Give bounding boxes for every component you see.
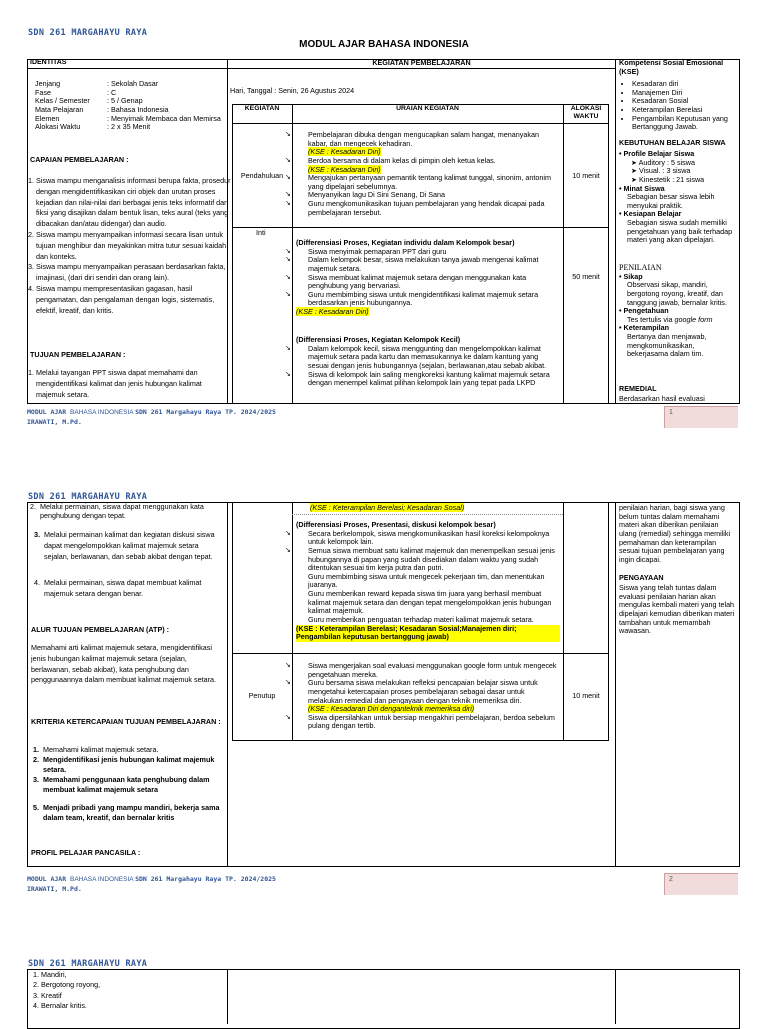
identitas-block — [35, 80, 225, 132]
capaian-item: 2. Siswa mampu menyampaikan informasi secara lisan untuk tujuan menghibur dan meyakinkan mitra tutur sesuai kaidah dan konteks. — [36, 230, 232, 262]
capaian-header: CAPAIAN PEMBELAJARAN : — [30, 155, 129, 164]
identitas-value: : Bahasa Indonesia — [107, 104, 169, 114]
pendahuluan-activities: Pembelajaran dibuka dengan mengucapkan salam hangat, menanyakan kabar, dan mengecek kehadiran. (KSE : Kesadaran Diri) Berdoa bersama di dalam kelas di pimpin oleh ketua kelas. (KSE : Kesadaran Diri) Mengajukan pertanyaan pemantik tentang kalimat tunggal, sinonim, antonim yang dipelajari sebelumnya. Menyanyikan lagu Di Sini Senang, Di Sana Guru mengkomunikasikan tujuan pembelajaran yang hendak dicapai pada pembelajaran tersebut. — [308, 130, 551, 217]
atp-header: ALUR TUJUAN PEMBELAJARAN (ATP) : — [31, 625, 170, 634]
identitas-value: : Sekolah Dasar — [107, 79, 159, 88]
atp-text: Memahami arti kalimat majemuk setara, mengidentifikasi jenis hubungan kalimat majemuk setara (sejalan, berlawanan, sebab akibat), kata penghubung dan penggunaannya dalam membuat kalimat majemuk setara. — [31, 643, 216, 685]
identitas-row — [35, 123, 225, 132]
identitas-key: Fase — [35, 87, 51, 97]
kse-item: • Manajemen Diri — [632, 89, 746, 98]
col-kegiatan: KEGIATAN — [244, 105, 280, 112]
inti-time: 50 menit — [572, 272, 600, 281]
profil-item: 2. Bergotong royong, — [33, 980, 101, 990]
diff3-block: (Differensiasi Proses, Presentasi, diskusi kelompok besar) Secara berkelompok, siswa mengkomunikasikan hasil koreksi kelompoknya untuk kelompok lain. Semua siswa membuat satu kalimat majemuk dan menempelkan sesuai jenis hubungannya di papan yang sudah disediakan dalam waktu yang sudah ditentukan sesuai tim kerja putra dan putri. Guru membimbing siswa untuk mengecek pekerjaan tim, dan menentukan juaranya. Guru memberikan reward kepada siswa tim juara yang berhasil membuat kalimat majemuk setara dan dengan tepat mengelompokkan jenis hubungan kalimat majemuk. Guru memberikan penguatan terhadap materi kalimat majemuk setara. (KSE : Keterampilan Berelasi; Kesadaran Sosial;Manajemen diri; Pengambilan keputusan bertanggung jawab) — [296, 521, 560, 642]
penilaian-block: PENILAIAN • Sikap Observasi sikap, mandiri, bergotong royong, kreatif, dan tanggung jawab, bernalar kritis. • Pengetahuan Tes tertulis via google form • Keterampilan Bertanya dan menjawab, mengkomunikasikan, bekerjasama dalam tim. — [619, 263, 727, 359]
school-header-2: SDN 261 MARGAHAYU RAYA — [28, 492, 148, 502]
tujuan-4: 4. Melalui permainan, siswa dapat membuat kalimat majemuk setara dengan benar. — [34, 578, 202, 598]
kse-header: Kompetensi Sosial Emosional (KSE) — [619, 58, 724, 76]
identitas-key: Jenjang — [35, 79, 61, 88]
kse-item: • Kesadaran Sosial — [632, 97, 746, 106]
identitas-key: Mata Pelajaran — [35, 104, 84, 114]
kriteria-item: 2. Mengidentifikasi jenis hubungan kalimat majemuk setara. — [33, 755, 215, 775]
kriteria-header: KRITERIA KETERCAPAIAN TUJUAN PEMBELAJARAN : — [31, 717, 221, 726]
profil-list — [33, 970, 100, 1012]
identitas-key: Kelas / Semester — [35, 96, 90, 106]
diff1-block: (Differensiasi Proses, Kegiatan individu dalam Kelompok besar) Siswa menyimak pemaparan PPT dari guru Dalam kelompok besar, siswa melakukan tanya jawab mengenai kalimat majemuk setara. Siswa membuat kalimat majemuk setara dengan menggunakan kata penghubung yang bervariasi. Guru membimbing siswa untuk mengidentifikasi kalimat majemuk setara berdasarkan jenis hubungannya. (KSE : Kesadaran Diri) — [296, 238, 539, 317]
inti-label: Inti — [256, 228, 266, 237]
tujuan-3: 3. Melalui permainan kalimat dan kegiatan diskusi siswa dapat mengelompokkan kalimat majemuk setara sejalan, berlawanan, dan sebab akibat dengan tepat. — [34, 530, 215, 561]
identitas-value: : 2 x 35 Menit — [107, 122, 151, 132]
identitas-row — [35, 80, 225, 89]
profil-item: 1. Mandiri, — [33, 970, 67, 979]
pendahuluan-label: Pendahuluan — [240, 171, 284, 180]
penutup-label: Penutup — [248, 691, 276, 700]
remedial-header: REMEDIAL — [619, 384, 657, 393]
footer-page1: MODUL AJAR BAHASA INDONESIA SDN 261 Margahayu Raya TP. 2024/2025 IRAWATI, M.Pd. — [27, 408, 276, 426]
kebutuhan-header: KEBUTUHAN BELAJAR SISWA — [619, 138, 726, 147]
pengayaan-header: PENGAYAAN — [619, 573, 664, 582]
school-header-3: SDN 261 MARGAHAYU RAYA — [28, 959, 148, 969]
capaian-item: 4. Siswa mampu mempresentasikan gagasan, hasil pengamatan, dan pengalaman dengan logis, sistematis, efektif, kreatif, dan kritis. — [36, 284, 232, 316]
kebutuhan-block: • Profile Belajar Siswa ➤ Auditory : 5 siswa ➤ Visual. : 3 siswa ➤ Kinestetik : 21 siswa • Minat Siswa Sebagian besar siswa lebih menyukai praktik. • Kesiapan Belajar Sebagian siswa sudah memiliki pengetahuan yang baik terhadap materi yang akan dipelajari. — [619, 149, 733, 245]
kriteria-item: 1. Memahami kalimat majemuk setara. — [33, 745, 159, 754]
document-title: MODUL AJAR BAHASA INDONESIA — [299, 39, 469, 50]
tujuan-header: TUJUAN PEMBELAJARAN : — [30, 350, 126, 359]
kse-top: (KSE : Keterampilan Berelasi; Kesadaran Sosal) — [310, 503, 465, 512]
profil-pancasila-header: PROFIL PELAJAR PANCASILA : — [31, 848, 141, 857]
kriteria-list — [33, 745, 223, 824]
pendahuluan-time: 10 menit — [572, 171, 600, 180]
pengayaan-text: Siswa yang telah tuntas dalam evaluasi penilaian harian akan mengulas kembali materi yang telah dipelajari kemudian diberikan materi tambahan untuk memambah wawasan. — [619, 583, 735, 636]
page-number-2: 2 — [664, 873, 738, 895]
tujuan-item: 1. Melalui tayangan PPT siswa dapat memahami dan mengidentifikasi kalimat dan jenis hubungan kalimat majemuk setara. — [36, 368, 232, 400]
col-alokasi: ALOKASI WAKTU — [570, 105, 602, 121]
identitas-key: Elemen — [35, 113, 60, 123]
remedial-text: Berdasarkan hasil evaluasi — [619, 394, 705, 403]
remedial-cont: penilaian harian, bagi siswa yang belum tuntas dalam memahami materi akan diberikan penilaian ulang (remedial) sehingga memiliki pemahaman dan keterampilan sesuai tujuan pembelajaran yang ingin dicapai. — [619, 503, 731, 564]
kse-item: • Keterampilan Berelasi — [632, 106, 746, 115]
tujuan-list — [24, 368, 232, 400]
kegiatan-header: KEGIATAN PEMBELAJARAN — [372, 58, 471, 67]
col-uraian: URAIAN KEGIATAN — [396, 105, 459, 112]
profil-item: 4. Bernalar kritis. — [33, 1001, 87, 1011]
tujuan-cont: 2. Melalui permainan, siswa dapat menggunakan kata penghubung dengan tepat. — [30, 502, 204, 520]
identitas-header: IDENTITAS — [30, 59, 67, 66]
identitas-key: Alokasi Waktu — [35, 122, 81, 132]
footer-page2: MODUL AJAR BAHASA INDONESIA SDN 261 Margahayu Raya TP. 2024/2025 IRAWATI, M.Pd. — [27, 875, 276, 893]
page-number-1: 1 — [664, 406, 738, 428]
kriteria-item: 3. Memahami penggunaan kata penghubung dalam membuat kalimat majemuk setara — [33, 775, 210, 795]
profil-item: 3. Kreatif — [33, 990, 62, 1000]
identitas-value: : 5 / Genap — [107, 96, 143, 106]
capaian-item: 3. Siswa mampu menyampaikan perasaan berdasarkan fakta, imajinasi, (dari diri sendiri dan orang lain). — [36, 262, 232, 284]
date-line: Hari, Tanggal : Senin, 26 Agustus 2024 — [230, 86, 355, 95]
diff2-block: (Differensiasi Proses, Kegiatan Kelompok Kecil) Dalam kelompok kecil, siswa menggunting dan mengelompokkan kalimat majemuk setara pada kartu dan memasukannya ke dalam kantung yang sesuai dengan jenis hubungannya (sejalan, berlawanan,atau sebab akibat. Siswa di kelompok lain saling mengkoreksi kantung kalimat majemuk setara dengan menempel kalimat pilihan kelompok lain yang tepat pada LKPD — [296, 335, 550, 388]
identitas-value: : Menyimak Membaca dan Memirsa — [107, 113, 221, 123]
identitas-value: : C — [107, 87, 117, 97]
capaian-list — [24, 176, 232, 316]
kse-item: • Pengambilan Keputusan yang Bertanggung Jawab. — [632, 115, 746, 132]
penutup-activities: Siswa mengerjakan soal evaluasi menggunakan google form untuk mengecek pengetahuan mereka. Guru bersama siswa melakukan refleksi pencapaian belajar siswa untuk mengetahui ketercapaian proses pembelajaran sebagai dasar untuk melakukan remedial dan pengayaan dengan teknik memeriksa diri. (KSE : Kesadaran Diri denganteknik memeriksa diri) Siswa dipersilahkan untuk bersiap mengakhiri pembelajaran, berdoa sebelum pulang dengan tertib. — [308, 661, 557, 731]
main-table-page3 — [27, 969, 740, 1029]
kse-item: • Kesadaran diri — [632, 80, 746, 89]
school-header: SDN 261 MARGAHAYU RAYA — [28, 28, 148, 38]
kriteria-item: 5. Menjadi pribadi yang mampu mandiri, bekerja sama dalam team, kreatif, dan bernalar kritis — [33, 803, 220, 823]
kse-list — [624, 80, 746, 132]
penutup-time: 10 menit — [572, 691, 600, 700]
capaian-item: 1. Siswa mampu menganalisis informasi berupa fakta, prosedur dengan mengidentifikasikan ciri objek dan urutan proses kejadian dan nilai-nilai dari berbagai jenis teks informatif dan fiksi yang disajikan dalam bentuk lisan, teks aural (teks yang dibacakan dan/atau didengar) dan audio. — [36, 176, 232, 230]
